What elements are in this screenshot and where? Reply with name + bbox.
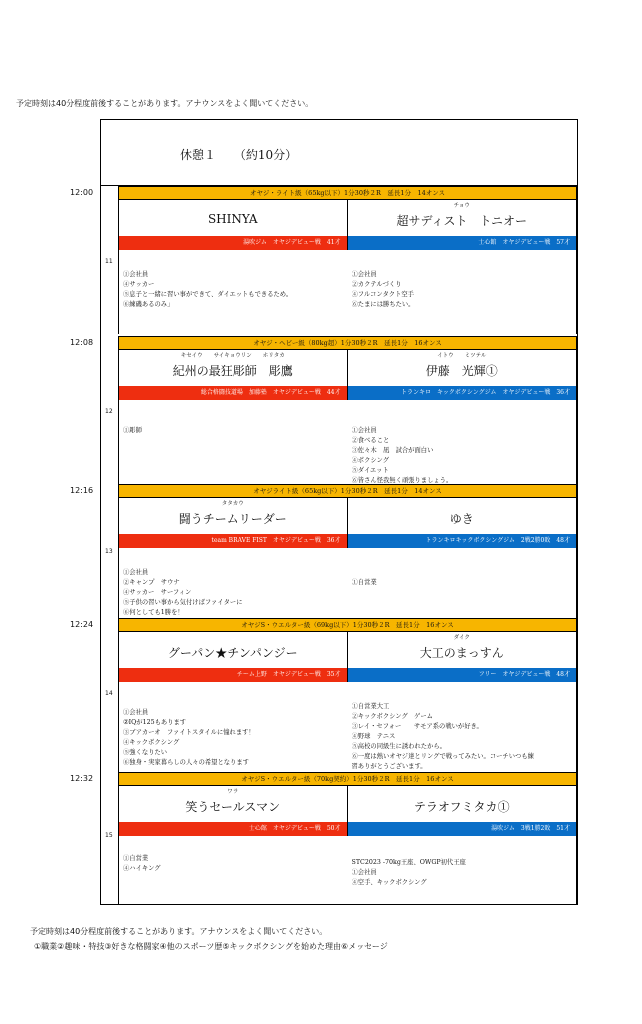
fighter-name: 笑うセールスマン xyxy=(185,800,281,814)
profile-line: ②カクテルづくり xyxy=(351,281,402,288)
profile-line: ⑥練磯あるのみ」 xyxy=(123,301,174,308)
bout-header: オヤジ・ライト級（65kg以下）1分30秒２R 延長1分 14オンス xyxy=(119,186,576,200)
fighter-profile xyxy=(352,578,575,588)
profile-line: ④キックボクシング xyxy=(123,739,180,746)
profile-line: ⑤子供の習い事から気付けばファイターに xyxy=(123,599,243,606)
fighter-profile xyxy=(352,426,575,486)
break-duration: （約10分） xyxy=(233,148,298,162)
fighter-row xyxy=(119,632,576,770)
fighter-name: 大工のまっすん xyxy=(419,646,504,660)
profile-line: ②食べること xyxy=(351,437,390,444)
profile-line: ⑤息子と一緒に習い事ができて、ダイエットもできるため。 xyxy=(123,291,293,298)
fighter-ruby: ダイク xyxy=(453,635,470,641)
profile-line: ①会社員 xyxy=(351,271,377,278)
bout-time: 12:32 xyxy=(70,774,94,783)
bout-number: 14 xyxy=(105,690,113,697)
fighter-profile xyxy=(123,854,345,874)
bout-header: オヤジライト級（65kg以下）1分30秒２R 延長1分 14オンス xyxy=(119,484,576,498)
notice-bottom: 予定時刻は40分程度前後することがあります。アナウンスをよく聞いてください。 xyxy=(30,927,328,936)
profile-line: ③ブアカーオ ファイトスタイルに憧れます！ xyxy=(123,729,255,736)
profile-line: ①会社員 xyxy=(351,869,377,876)
fighter-bar: チーム上野 オヤジデビュー戦 35才 xyxy=(119,668,347,682)
profile-line: ④空手、キックボクシング xyxy=(351,879,427,886)
bout-header: オヤジS・ウエルター級（70kg契約）1分30秒２R 延長1分 16オンス xyxy=(119,772,576,786)
red-corner xyxy=(119,350,348,434)
fighter-ruby: イトウ ミツテル xyxy=(437,353,487,359)
fighter-profile xyxy=(123,568,345,618)
profile-line: ⑤高校の同級生に誘われたから。 xyxy=(351,743,446,750)
profile-line: ①自営業 xyxy=(123,855,149,862)
blue-corner xyxy=(348,350,577,484)
fighter-bar: トランキロキックボクシングジム 2戦2勝0敗 48才 xyxy=(348,534,577,548)
bout-15 xyxy=(105,772,577,905)
fighter-bar: 湯吹ジム オヤジデビュー戦 41才 xyxy=(119,236,347,250)
fighter-name: 闘うチームリーダー xyxy=(178,512,287,526)
profile-line: 習ありがとうございます。 xyxy=(351,763,427,770)
red-corner xyxy=(119,786,348,872)
red-corner xyxy=(119,632,348,766)
fighter-bar: team BRAVE FIST オヤジデビュー戦 36才 xyxy=(119,534,347,548)
bout-time: 12:08 xyxy=(70,338,94,347)
bout-12 xyxy=(105,336,577,484)
profile-line: ③佐々木 凪 試合が面白い xyxy=(351,447,434,454)
profile-line: ①自営業 xyxy=(351,579,377,586)
profile-line: ①会社員 xyxy=(123,569,149,576)
profile-line: ①彫師 xyxy=(123,427,142,434)
fighter-row xyxy=(119,786,576,886)
profile-line: ④サッカー サーフィン xyxy=(123,589,192,596)
bout-13 xyxy=(105,484,577,618)
bout-11 xyxy=(105,186,577,334)
blue-corner xyxy=(348,786,577,886)
profile-line: ②キャンプ サウナ xyxy=(123,579,180,586)
red-corner xyxy=(119,200,348,308)
fighter-bar: 士心館 オヤジデビュー戦 50才 xyxy=(119,822,347,836)
break-label xyxy=(180,146,297,163)
fighter-profile xyxy=(352,858,575,888)
fighter-ruby: キセイウ サイキョウリン ホリタカ xyxy=(180,353,285,359)
bout-number: 15 xyxy=(105,832,113,839)
profile-line: ①会社員 xyxy=(351,427,377,434)
bout-14 xyxy=(105,618,577,772)
profile-line: ①会社員 xyxy=(123,271,149,278)
profile-line: ①会社員 xyxy=(123,709,149,716)
fighter-profile xyxy=(352,702,575,772)
legend: ①職業②趣味・特技③好きな格闘家④他のスポーツ歴⑤キックボクシングを始めた理由⑥メッセージ xyxy=(34,942,388,951)
fighter-bar: 湯吹ジム 3戦1勝2敗 51才 xyxy=(348,822,577,836)
profile-line: ⑥皆さん怪我無く頑張りましょう。 xyxy=(351,477,453,484)
fighter-profile xyxy=(352,270,575,310)
fighter-row xyxy=(119,200,576,308)
notice-top: 予定時刻は40分程度前後することがあります。アナウンスをよく聞いてください。 xyxy=(16,99,314,108)
fighter-bar: フリー オヤジデビュー戦 48才 xyxy=(348,668,577,682)
fighter-ruby: ワラ xyxy=(227,789,239,795)
fighter-profile xyxy=(123,270,345,310)
bout-time: 12:16 xyxy=(70,486,94,495)
bout-number: 12 xyxy=(105,408,113,415)
break-title: 休憩１ xyxy=(180,148,217,162)
bout-time: 12:24 xyxy=(70,620,94,629)
fighter-row xyxy=(119,498,576,616)
fighter-row xyxy=(119,350,576,484)
fighter-name: テラオフミタカ① xyxy=(413,800,510,814)
profile-line: ④サッカー xyxy=(123,281,155,288)
bout-number: 11 xyxy=(105,258,113,265)
fighter-ruby: タタカウ xyxy=(221,501,244,507)
bout-header: オヤジS・ウエルター級（69kg以下）1分30秒２R 延長1分 16オンス xyxy=(119,618,576,632)
fighter-name: 伊藤 光輝① xyxy=(425,364,498,378)
fighter-ruby: チョウ xyxy=(453,203,470,209)
fighter-name: SHINYA xyxy=(207,212,258,226)
profile-line: ⑥何としても1勝を！ xyxy=(123,609,184,616)
bout-time: 12:00 xyxy=(70,188,94,197)
blue-corner xyxy=(348,632,577,770)
profile-line: ⑤ダイエット xyxy=(351,467,389,474)
bout-header: オヤジ・ヘビー級（80kg超）1分30秒２R 延長1分 16オンス xyxy=(119,336,576,350)
profile-line: ②キックボクシング ゲーム xyxy=(351,713,433,720)
fighter-name: ゆき xyxy=(449,512,474,526)
fighter-name: 紀州の最狂彫師 彫鷹 xyxy=(172,364,293,378)
red-corner xyxy=(119,498,348,616)
profile-line: ①自営業大工 xyxy=(351,703,390,710)
profile-line: ④ハイキング xyxy=(123,865,161,872)
fighter-profile xyxy=(123,426,345,436)
profile-line: ④ボクシング xyxy=(351,457,389,464)
profile-line: ⑥たまには勝ちたい。 xyxy=(351,301,415,308)
blue-corner xyxy=(348,200,577,308)
fighter-name: グーパン★チンパンジー xyxy=(167,646,298,660)
profile-line: ⑥一度は熱いオヤジ達とリングで戦ってみたい。コーチいつも練 xyxy=(351,753,534,760)
fighter-profile xyxy=(123,708,345,768)
blue-corner xyxy=(348,498,577,586)
profile-line: ②IQが125もあります xyxy=(123,719,187,726)
profile-line: ③レイ・セフォー サモア系の戦いが好き。 xyxy=(351,723,483,730)
profile-line: STC2023 -70kg王座、OWGP初代王座 xyxy=(351,859,466,866)
bout-number: 13 xyxy=(105,548,113,555)
profile-line: ④フルコンタクト空手 xyxy=(351,291,414,298)
profile-line: ④野球 テニス xyxy=(351,733,396,740)
fighter-bar: 総合格闘技道場 加藤塾 オヤジデビュー戦 44才 xyxy=(119,386,347,400)
fighter-name: 超サディスト トニオー xyxy=(396,214,528,228)
break-row xyxy=(101,120,577,186)
profile-line: ⑤強くなりたい xyxy=(123,749,168,756)
fighter-bar: 士心館 オヤジデビュー戦 57才 xyxy=(348,236,577,250)
profile-line: ⑥独身・実家暮らしの人々の希望となります xyxy=(123,759,249,766)
fighter-bar: トランキロ キックボクシングジム オヤジデビュー戦 36才 xyxy=(348,386,577,400)
